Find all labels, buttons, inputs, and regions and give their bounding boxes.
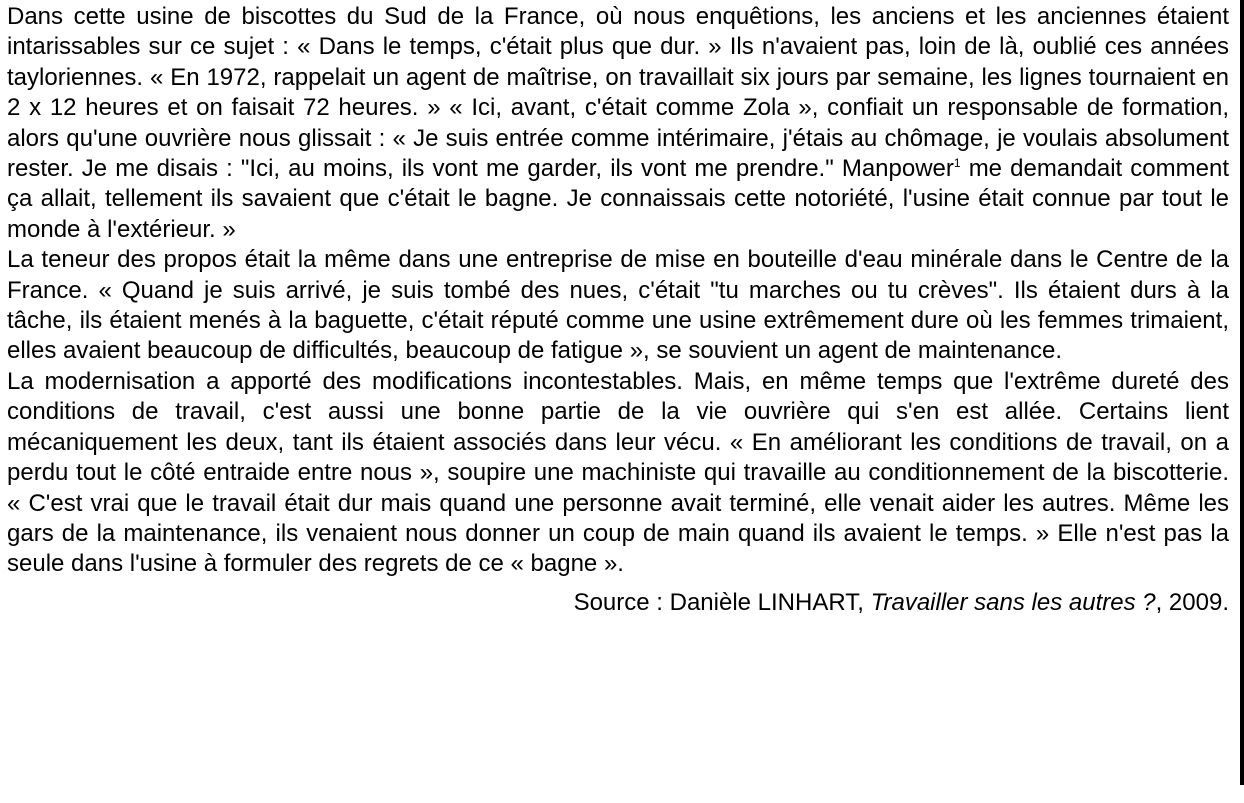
paragraph-1-text: Dans cette usine de biscottes du Sud de la France, où nous enquêtions, les anciens et les anciennes étaient intarissables sur ce sujet : « Dans le temps, c'était plus que dur. » Ils n'avaient pas, loin de là, oublié ces années tayloriennes. « En 1972, rappelait un agent de maîtrise, on travaillait six jours par semaine, les lignes tournaient en 2 x 12 heures et on faisait 72 heures. » « Ici, avant, c'était comme Zola », confiait un responsable de formation, alors qu'une ouvrière nous glissait : « Je suis entrée comme intérimaire, j'étais au chômage, je voulais absolument rester. Je me disais : "Ici, au moins, ils vont me garder, ils vont me prendre." Manpower	[7, 3, 1229, 183]
source-citation	[7, 588, 1229, 618]
page-edge-bar	[1240, 0, 1244, 785]
source-title: Travailler sans les autres ?	[870, 588, 1156, 616]
source-prefix: Source : Danièle LINHART,	[573, 588, 871, 616]
paragraph-2: La teneur des propos était la même dans une entreprise de mise en bouteille d'eau minérale dans le Centre de la France. « Quand je suis arrivé, je suis tombé des nues, c'était "tu marches ou tu crèves". Ils étaient durs à la tâche, ils étaient menés à la baguette, c'était réputé comme une usine extrêmement dure où les femmes trimaient, elles avaient beaucoup de difficultés, beaucoup de fatigue », se souvient un agent de maintenance.	[7, 246, 1229, 365]
paragraph-3: La modernisation a apporté des modifications incontestables. Mais, en même temps que l'extrême dureté des conditions de travail, c'est aussi une bonne partie de la vie ouvrière qui s'en est allée. Certains lient mécaniquement les deux, tant ils étaient associés dans leur vécu. « En améliorant les conditions de travail, on a perdu tout le côté entraide entre nous », soupire une machiniste qui travaille au conditionnement de la biscotterie. « C'est vrai que le travail était dur mais quand une personne avait terminé, elle venait aider les autres. Même les gars de la maintenance, ils venaient nous donner un coup de main quand ils avaient le temps. » Elle n'est pas la seule dans l'usine à formuler des regrets de ce « bagne ».	[7, 367, 1229, 578]
paragraph-1-text-continued: me demandait comment ça allait, tellement ils savaient que c'était le bagne. Je connaissais cette notoriété, l'usine était connue par tout le monde à l'extérieur. »	[7, 155, 1229, 243]
footnote-marker: 1	[953, 156, 961, 171]
paragraph-1	[7, 2, 1229, 245]
document-text	[7, 2, 1229, 618]
source-suffix: , 2009.	[1155, 588, 1229, 616]
